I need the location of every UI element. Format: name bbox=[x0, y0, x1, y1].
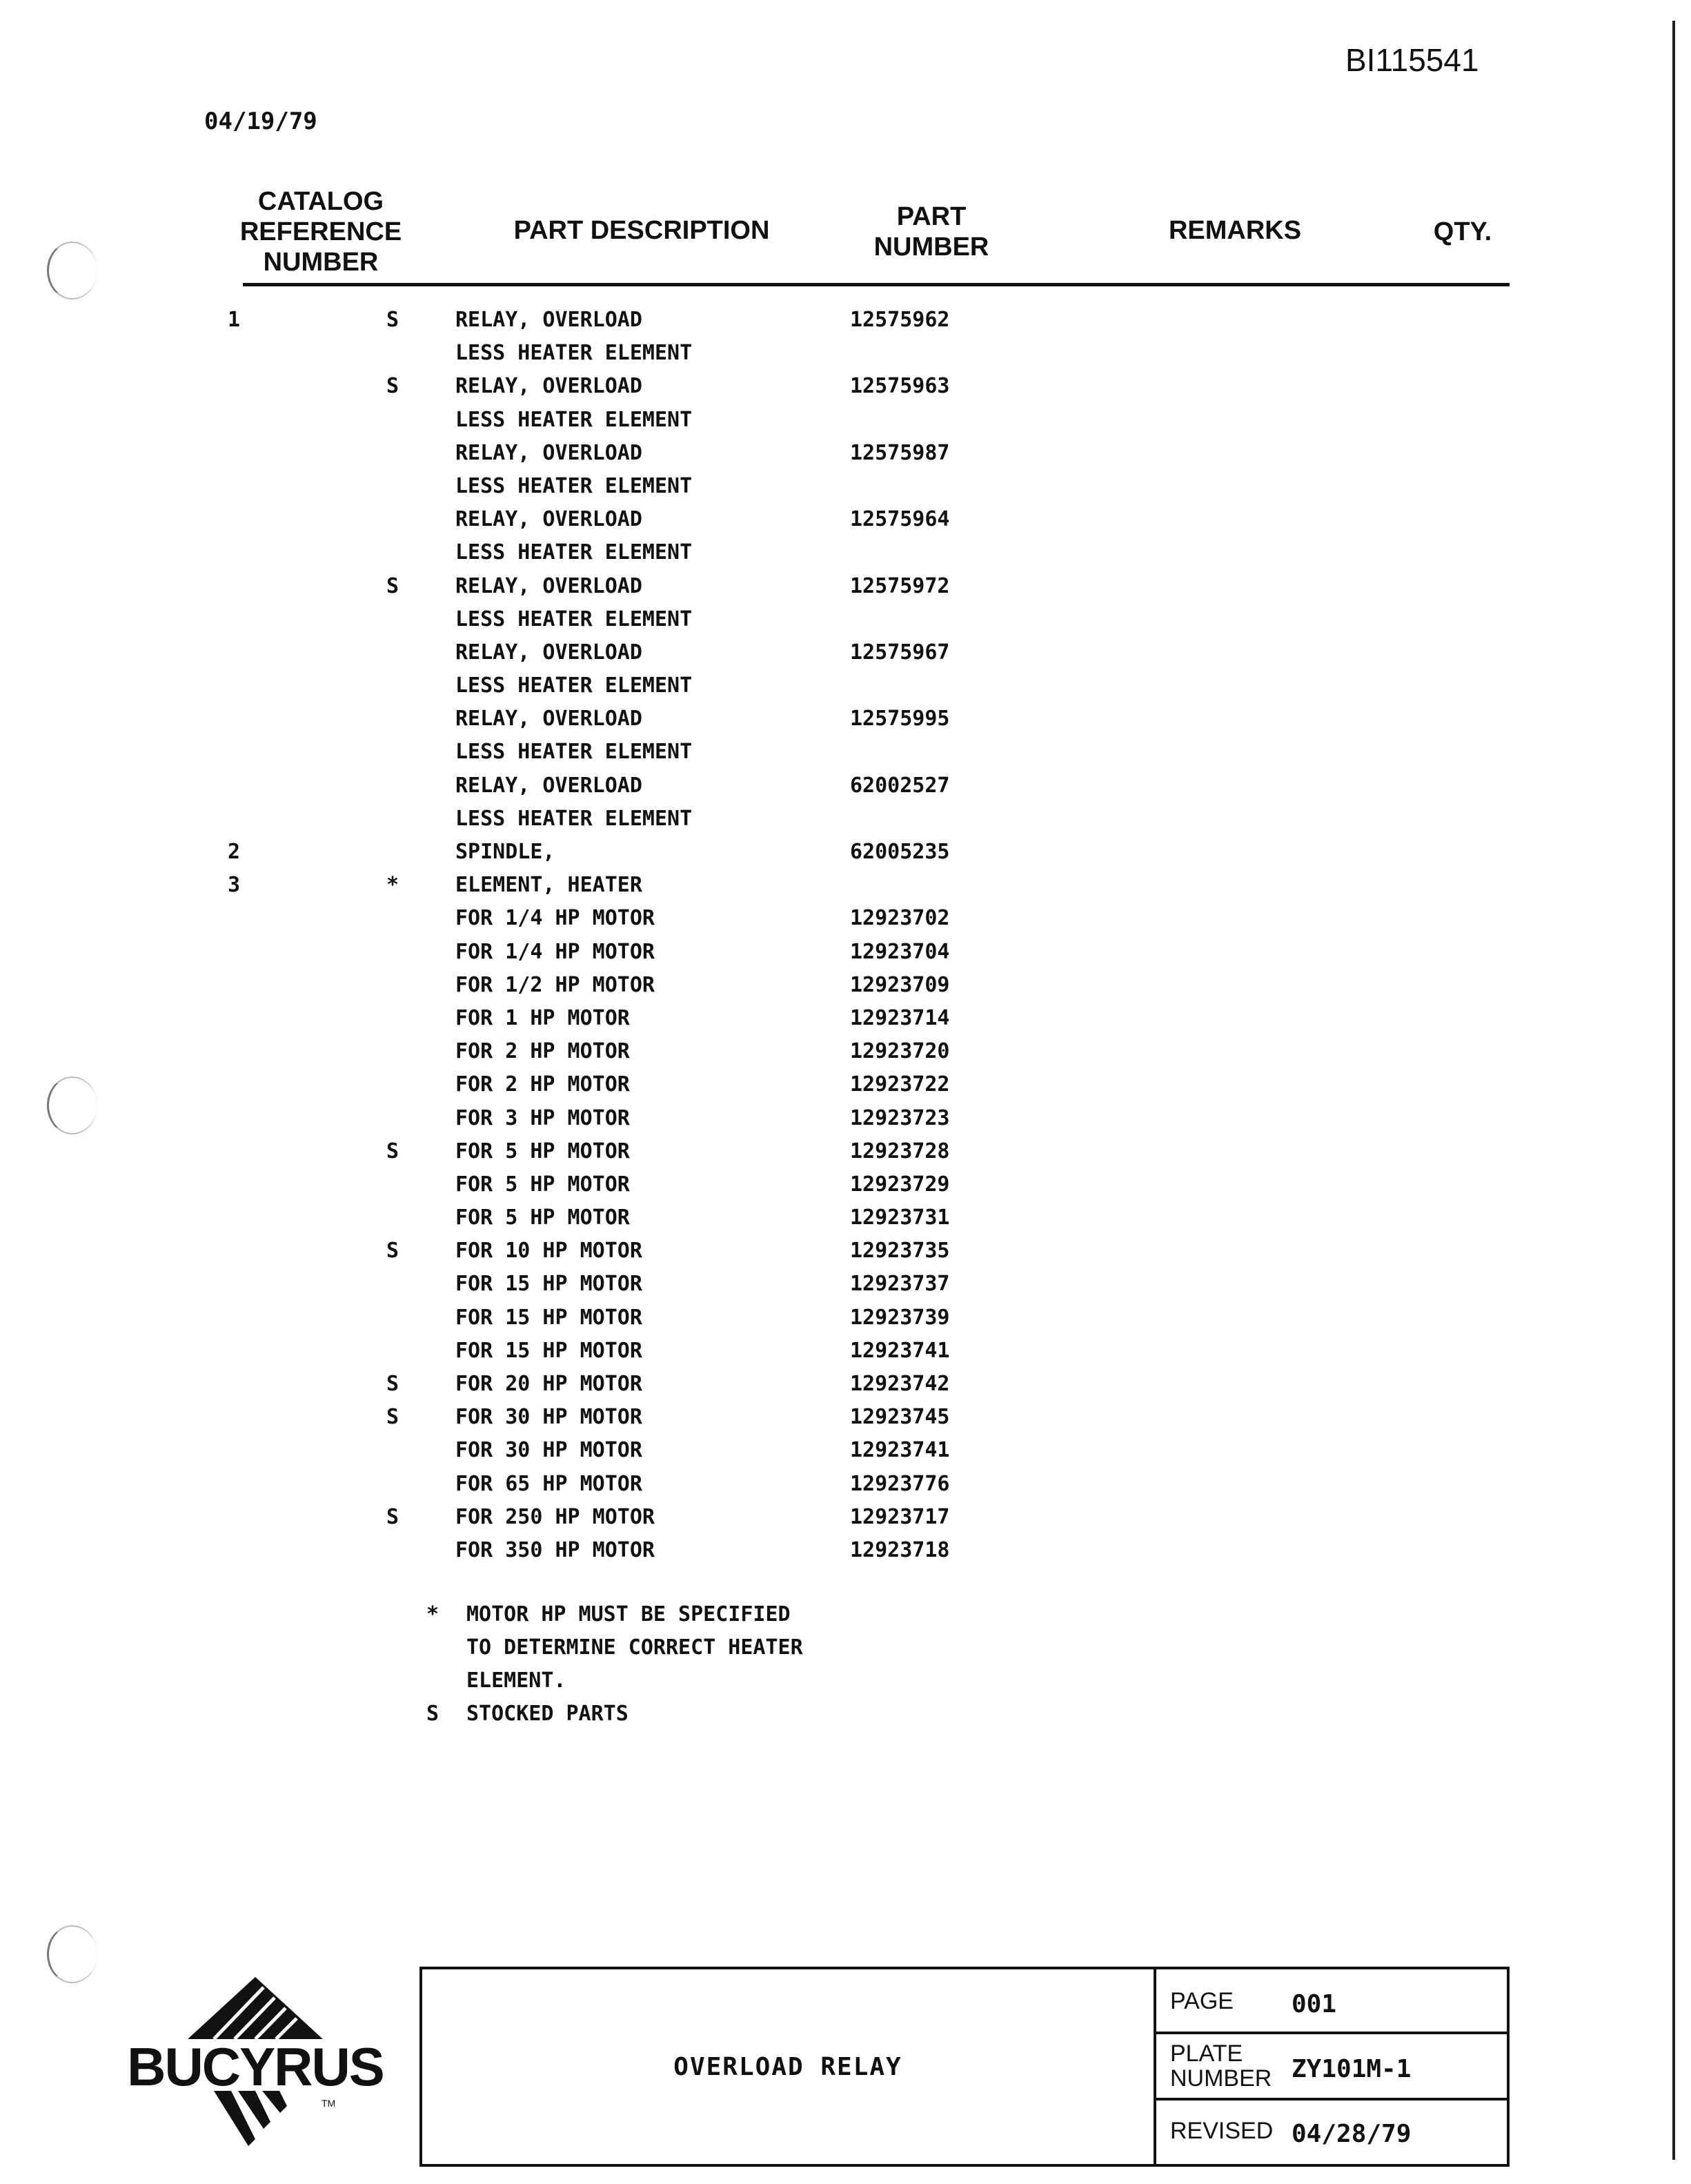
binder-hole-mark bbox=[47, 1076, 97, 1134]
part-number-cell: 12575987 bbox=[850, 440, 950, 465]
part-number-cell: 12923735 bbox=[850, 1239, 950, 1263]
footnote-line bbox=[0, 1598, 1691, 1631]
parts-list bbox=[0, 304, 1691, 1567]
table-row bbox=[0, 470, 1691, 503]
part-description-cell: RELAY, OVERLOAD bbox=[455, 640, 642, 665]
part-number-cell: 12923731 bbox=[850, 1206, 950, 1230]
header-remarks: REMARKS bbox=[1168, 216, 1302, 245]
bucyrus-logo bbox=[110, 1974, 400, 2153]
footnote-line bbox=[0, 1631, 1691, 1664]
part-description-cell: RELAY, OVERLOAD bbox=[455, 374, 642, 399]
part-description-cell: FOR 15 HP MOTOR bbox=[455, 1338, 642, 1363]
header-part-description: PART DESCRIPTION bbox=[513, 216, 770, 245]
table-row bbox=[0, 1534, 1691, 1567]
part-number-cell: 12923702 bbox=[850, 906, 950, 931]
plate-number-value: ZY101M-1 bbox=[1292, 2055, 1412, 2083]
part-number-cell: 12923739 bbox=[850, 1305, 950, 1330]
part-number-cell: 12575967 bbox=[850, 640, 950, 665]
part-number-cell: 12575962 bbox=[850, 308, 950, 332]
table-row bbox=[0, 1268, 1691, 1301]
table-row bbox=[0, 337, 1691, 370]
part-description-cell: LESS HEATER ELEMENT bbox=[455, 740, 693, 765]
part-number-cell: 12923745 bbox=[850, 1405, 950, 1430]
part-description-cell: FOR 20 HP MOTOR bbox=[455, 1372, 642, 1396]
stock-mark-cell: S bbox=[386, 1504, 399, 1529]
part-description-cell: FOR 2 HP MOTOR bbox=[455, 1072, 630, 1097]
stock-mark-cell: S bbox=[386, 308, 399, 332]
footnote-symbol: * bbox=[426, 1602, 439, 1626]
part-number-cell: 12923722 bbox=[850, 1072, 950, 1097]
table-row bbox=[0, 304, 1691, 337]
part-number-cell: 62002527 bbox=[850, 773, 950, 798]
plate-number-cell bbox=[1156, 2034, 1507, 2101]
part-description-cell: RELAY, OVERLOAD bbox=[455, 707, 642, 731]
logo-wordmark: BUCYRUS bbox=[127, 2036, 384, 2097]
table-row bbox=[0, 902, 1691, 935]
header-qty: QTY. bbox=[1433, 217, 1492, 246]
part-number-cell: 12923714 bbox=[850, 1005, 950, 1030]
binder-hole-mark bbox=[47, 1925, 97, 1983]
part-description-cell: RELAY, OVERLOAD bbox=[455, 440, 642, 465]
table-row bbox=[0, 404, 1691, 437]
drawing-title: OVERLOAD RELAY bbox=[673, 2052, 902, 2081]
title-block bbox=[419, 1967, 1510, 2167]
part-number-cell: 12575995 bbox=[850, 707, 950, 731]
part-description-cell: LESS HEATER ELEMENT bbox=[455, 607, 693, 631]
part-description-cell: FOR 1/2 HP MOTOR bbox=[455, 972, 655, 997]
table-row bbox=[0, 636, 1691, 669]
catalog-reference-cell: 2 bbox=[228, 840, 241, 864]
table-row bbox=[0, 1434, 1691, 1467]
revised-value: 04/28/79 bbox=[1292, 2120, 1412, 2148]
stock-mark-cell: * bbox=[386, 873, 399, 898]
table-row bbox=[0, 836, 1691, 869]
document-date: 04/19/79 bbox=[204, 108, 317, 135]
footnote-line bbox=[0, 1664, 1691, 1698]
part-description-cell: FOR 1/4 HP MOTOR bbox=[455, 906, 655, 931]
part-description-cell: FOR 15 HP MOTOR bbox=[455, 1305, 642, 1330]
part-description-cell: SPINDLE, bbox=[455, 840, 555, 864]
stock-mark-cell: S bbox=[386, 573, 399, 598]
table-row bbox=[0, 1234, 1691, 1268]
table-row bbox=[0, 1002, 1691, 1035]
table-row bbox=[0, 869, 1691, 902]
table-row bbox=[0, 370, 1691, 403]
part-description-cell: ELEMENT, HEATER bbox=[455, 873, 642, 898]
part-description-cell: RELAY, OVERLOAD bbox=[455, 308, 642, 332]
part-number-cell: 12923720 bbox=[850, 1039, 950, 1064]
catalog-reference-cell: 1 bbox=[228, 308, 241, 332]
revised-label: REVISED bbox=[1170, 2118, 1274, 2144]
table-row bbox=[0, 536, 1691, 569]
table-row bbox=[0, 1301, 1691, 1335]
part-description-cell: FOR 5 HP MOTOR bbox=[455, 1172, 630, 1197]
revised-cell bbox=[1156, 2101, 1507, 2164]
footnote-text: MOTOR HP MUST BE SPECIFIED bbox=[466, 1602, 791, 1626]
part-description-cell: FOR 1 HP MOTOR bbox=[455, 1005, 630, 1030]
table-row bbox=[0, 1135, 1691, 1168]
table-row bbox=[0, 1102, 1691, 1135]
stock-mark-cell: S bbox=[386, 1239, 399, 1263]
table-row bbox=[0, 503, 1691, 536]
part-number-cell: 12923741 bbox=[850, 1438, 950, 1463]
part-description-cell: FOR 15 HP MOTOR bbox=[455, 1272, 642, 1297]
table-row bbox=[0, 803, 1691, 836]
stock-mark-cell: S bbox=[386, 1405, 399, 1430]
stock-mark-cell: S bbox=[386, 374, 399, 399]
table-row bbox=[0, 702, 1691, 736]
logo-trademark: TM bbox=[322, 2098, 336, 2109]
part-description-cell: RELAY, OVERLOAD bbox=[455, 507, 642, 532]
part-description-cell: FOR 350 HP MOTOR bbox=[455, 1537, 655, 1562]
plate-number-label: PLATE NUMBER bbox=[1170, 2040, 1272, 2092]
part-description-cell: LESS HEATER ELEMENT bbox=[455, 407, 693, 432]
part-description-cell: LESS HEATER ELEMENT bbox=[455, 540, 693, 565]
part-number-cell: 62005235 bbox=[850, 840, 950, 864]
table-row bbox=[0, 437, 1691, 470]
part-description-cell: FOR 10 HP MOTOR bbox=[455, 1239, 642, 1263]
part-number-cell: 12923717 bbox=[850, 1504, 950, 1529]
catalog-reference-cell: 3 bbox=[228, 873, 241, 898]
page-label: PAGE bbox=[1170, 1988, 1234, 2014]
part-number-cell: 12575963 bbox=[850, 374, 950, 399]
table-row bbox=[0, 1368, 1691, 1401]
table-row bbox=[0, 736, 1691, 769]
stock-mark-cell: S bbox=[386, 1139, 399, 1163]
part-description-cell: RELAY, OVERLOAD bbox=[455, 773, 642, 798]
part-number-cell: 12923709 bbox=[850, 972, 950, 997]
table-row bbox=[0, 936, 1691, 969]
part-description-cell: FOR 5 HP MOTOR bbox=[455, 1206, 630, 1230]
table-row bbox=[0, 1201, 1691, 1234]
stock-mark-cell: S bbox=[386, 1372, 399, 1396]
table-row bbox=[0, 1468, 1691, 1501]
table-row bbox=[0, 1168, 1691, 1201]
part-number-cell: 12923729 bbox=[850, 1172, 950, 1197]
table-row bbox=[0, 969, 1691, 1002]
part-number-cell: 12923776 bbox=[850, 1471, 950, 1496]
table-row bbox=[0, 603, 1691, 636]
table-row bbox=[0, 1068, 1691, 1101]
table-row bbox=[0, 669, 1691, 702]
part-description-cell: FOR 1/4 HP MOTOR bbox=[455, 939, 655, 964]
header-catalog-reference: CATALOG REFERENCE NUMBER bbox=[239, 187, 402, 277]
table-row bbox=[0, 1401, 1691, 1434]
footnote-symbol: S bbox=[426, 1702, 439, 1726]
header-part-number: PART NUMBER bbox=[873, 202, 989, 262]
part-description-cell: LESS HEATER ELEMENT bbox=[455, 341, 693, 366]
document-id: BI115541 bbox=[1345, 42, 1479, 78]
part-description-cell: FOR 5 HP MOTOR bbox=[455, 1139, 630, 1163]
part-description-cell: LESS HEATER ELEMENT bbox=[455, 473, 693, 498]
part-description-cell: FOR 65 HP MOTOR bbox=[455, 1471, 642, 1496]
header-rule bbox=[243, 283, 1510, 286]
footnote-text: TO DETERMINE CORRECT HEATER bbox=[466, 1635, 803, 1660]
part-description-cell: FOR 2 HP MOTOR bbox=[455, 1039, 630, 1064]
page-value: 001 bbox=[1292, 1990, 1337, 2018]
table-row bbox=[0, 1501, 1691, 1534]
part-number-cell: 12923718 bbox=[850, 1537, 950, 1562]
part-description-cell: FOR 30 HP MOTOR bbox=[455, 1438, 642, 1463]
table-row bbox=[0, 769, 1691, 803]
part-number-cell: 12923741 bbox=[850, 1338, 950, 1363]
part-description-cell: LESS HEATER ELEMENT bbox=[455, 806, 693, 831]
footnote-line bbox=[0, 1698, 1691, 1731]
part-description-cell: FOR 30 HP MOTOR bbox=[455, 1405, 642, 1430]
footnotes bbox=[0, 1598, 1691, 1731]
table-row bbox=[0, 1335, 1691, 1368]
part-description-cell: LESS HEATER ELEMENT bbox=[455, 673, 693, 698]
footnote-text: ELEMENT. bbox=[466, 1669, 566, 1693]
part-description-cell: RELAY, OVERLOAD bbox=[455, 573, 642, 598]
part-number-cell: 12575972 bbox=[850, 573, 950, 598]
footnote-text: STOCKED PARTS bbox=[466, 1702, 629, 1726]
part-description-cell: FOR 3 HP MOTOR bbox=[455, 1105, 630, 1130]
part-description-cell: FOR 250 HP MOTOR bbox=[455, 1504, 655, 1529]
part-number-cell: 12923704 bbox=[850, 939, 950, 964]
title-block-info bbox=[1154, 1969, 1507, 2164]
part-number-cell: 12923742 bbox=[850, 1372, 950, 1396]
table-row bbox=[0, 1035, 1691, 1068]
part-number-cell: 12575964 bbox=[850, 507, 950, 532]
table-row bbox=[0, 570, 1691, 603]
part-number-cell: 12923737 bbox=[850, 1272, 950, 1297]
page-cell bbox=[1156, 1969, 1507, 2034]
part-number-cell: 12923723 bbox=[850, 1105, 950, 1130]
part-number-cell: 12923728 bbox=[850, 1139, 950, 1163]
binder-hole-mark bbox=[47, 242, 97, 299]
